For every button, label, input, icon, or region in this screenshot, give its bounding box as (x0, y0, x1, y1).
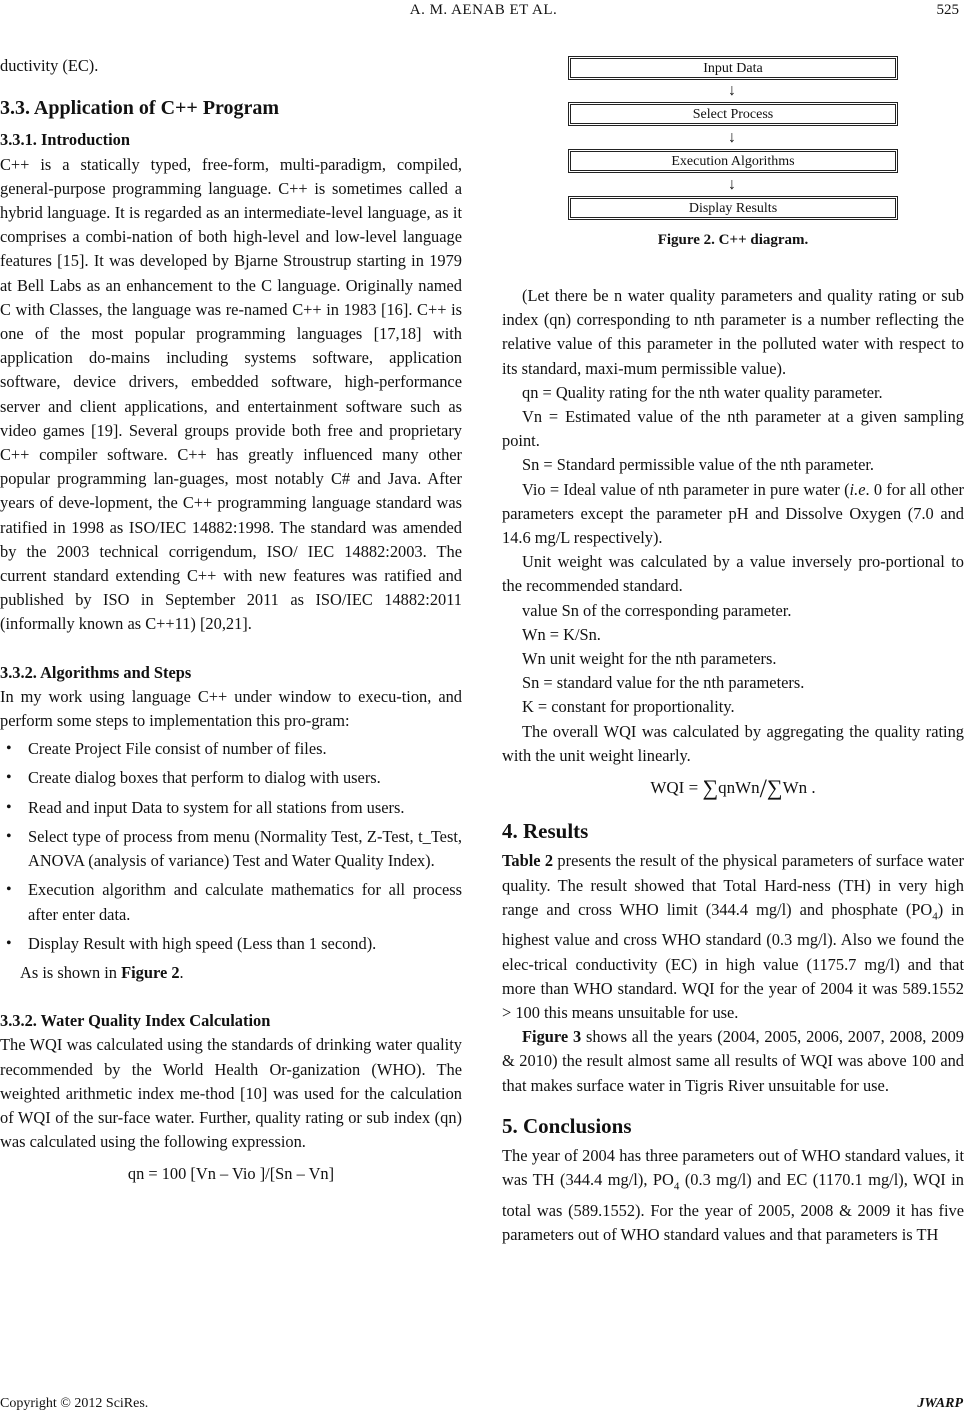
flow-box-select-process: Select Process (568, 102, 898, 126)
journal-footer: JWARP (917, 1396, 963, 1411)
paragraph: value Sn of the corresponding parameter. (522, 600, 792, 620)
section-heading-conclusions: 5. Conclusions (502, 1113, 632, 1138)
results-paragraph: Figure 3 shows all the years (2004, 2005, 2006, 2007, 2008, 2009 & 2010) the result almost same all results of WQI was above 100 and that makes surface water in Tigris River unsuitable for use. (502, 1027, 964, 1095)
subsection-heading-algorithms: 3.3.2. Algorithms and Steps (0, 662, 192, 682)
paragraph: (Let there be n water quality parameters and quality rating or sub index (qn) corresponding to nth parameter is a number reflecting the relative value of this parameter in the polluted water with respect to its standard, maxi-mum permissible value). (502, 286, 964, 378)
paragraph: Sn = Standard permissible value of the nth parameter. (522, 455, 874, 475)
results-paragraph: Table 2 presents the result of the physical parameters of surface water quality. The result showed that Total Hard-ness (TH) in very high range and cross WHO limit (344.4 mg/l) and phosphate $(PO_4)$ in highest value and cross WHO standard (0.3 mg/l). Also we found the elec-trical conductivity (EC) in high value (1175.7 mg/l) and that more than WHO standard. WQI for the year of 2004 it was 589.1552 > 100 this means unsuitable for use. (502, 851, 964, 1022)
qn-equation: qn = 100 [Vn – Vio ]/[Sn – Vn] (127, 1164, 335, 1184)
paragraph: Vio = Ideal value of nth parameter in pure water (i.e. 0 for all other parameters except the parameter pH and Dissolve Oxygen (7.0 and 14.6 mg/L respectively). (502, 479, 964, 548)
flow-box-display-results: Display Results (568, 196, 898, 220)
paragraph: Unit weight was calculated by a value inversely pro-portional to the recommended standard. (502, 552, 964, 596)
paragraph: K = constant for proportionality. (522, 697, 735, 717)
list-item: • Select type of process from menu (Normality Test, Z-Test, t_Test, ANOVA (analysis of variance) Test and Water Quality Index). (28, 825, 462, 873)
summation-symbol: ∑ (702, 775, 719, 801)
flow-arrow-down-icon: ↓ (728, 129, 736, 146)
paragraph: Wn = K/Sn. (522, 624, 601, 644)
flow-box-execution: Execution Algorithms (568, 149, 898, 173)
section-heading-3-3: 3.3. Application of C++ Program (0, 97, 280, 120)
copyright-footer: Copyright © 2012 SciRes. (0, 1396, 149, 1411)
algorithms-paragraph: In my work using language C++ under window to execu-tion, and perform some steps to implementation this pro-gram: (0, 686, 462, 731)
page-number: 525 (936, 2, 959, 18)
paragraph: Vn = Estimated value of the nth parameter at a given sampling point. (502, 407, 964, 451)
paragraph: qn = Quality rating for the nth water quality parameter. (522, 382, 883, 402)
figure-3-link[interactable]: Figure 3 (522, 1027, 582, 1047)
flow-arrow-down-icon: ↓ (728, 176, 736, 193)
figure-caption: Figure 2. C++ diagram. (657, 232, 809, 248)
paragraph: Wn unit weight for the nth parameters. (522, 649, 777, 669)
section-heading-results: 4. Results (502, 819, 589, 844)
running-header: A. M. AENAB ET AL. (409, 2, 558, 18)
subsection-heading-intro: 3.3.1. Introduction (0, 130, 130, 150)
flow-arrow-down-icon: ↓ (728, 82, 736, 99)
list-item: • Read and input Data to system for all stations from users. (28, 796, 462, 820)
paragraph: Sn = standard value for the nth parameters. (522, 673, 805, 693)
list-item: • Execution algorithm and calculate mathematics for all process after enter data. (28, 878, 462, 926)
figure-2-link[interactable]: Figure 2 (121, 962, 180, 982)
wqi-paragraph: The WQI was calculated using the standards of drinking water quality recommended by the World Health Or-ganization (WHO). The weighted arithmetic index me-thod [10] was used for the calculation of WQI of the sur-face water. Further, quality rating or sub index (qn) was calculated using the following expression. (0, 1035, 462, 1152)
figure-reference-sentence: As is shown in Figure 2. (20, 962, 184, 982)
wqi-equation: WQI = ∑qnWn/∑Wn . (650, 774, 816, 804)
left-column (0, 54, 462, 1187)
paragraph: The overall WQI was calculated by aggregating the quality rating with the unit weight linearly. (502, 721, 964, 765)
summation-symbol: ∑ (766, 775, 783, 801)
table-2-link[interactable]: Table 2 (502, 851, 554, 871)
list-item: • Create dialog boxes that perform to dialog with users. (28, 766, 462, 790)
intro-paragraph: C++ is a statically typed, free-form, multi-paradigm, compiled, general-purpose programming language. C++ is sometimes called a hybrid language. It is regarded as an intermediate-level language, as it comprises a combi-nation of both high-level and low-level language features [15]. It was developed by Bjarne Stroustrup starting in 1979 at Bell Labs as an enhancement to the C language. Originally named C with Classes, the language was re-named C++ in 1983 [16]. C++ is one of the most popular programming languages [17,18] with application do-mains including systems software, application software, device drivers, embedded software, high-performance server and client applications, and entertainment software such as video games [19]. Several groups provide both free and proprietary C++ compiler software. C++ has greatly influenced many other popular programming lan-guages, most notably C# and Java. After years of deve-lopment, the C++ programming language standard was ratified in 1998 as ISO/IEC 14882:1998. The standard was amended by the 2003 technical corrigendum, ISO/ IEC 14882:2003. The current standard extending C++ with new features was ratified and published by ISO in September 2011 as ISO/IEC 14882:2011 (informally known as C++11) [20,21]. (0, 154, 462, 634)
right-column (502, 284, 964, 1247)
list-item: • Display Result with high speed (Less than 1 second). (28, 932, 462, 956)
flow-box-input-data: Input Data (568, 56, 898, 80)
list-item: • Create Project File consist of number of files. (28, 737, 462, 761)
subsection-heading-wqi: 3.3.2. Water Quality Index Calculation (0, 1011, 271, 1031)
conclusions-paragraph: The year of 2004 has three parameters out of WHO standard values, it was TH (344.4 mg/l), $PO_4$ (0.3 mg/l) and EC (1170.1 mg/l), WQI in total was (589.1552). For the year of 2005, 2008 & 2009 it has five parameters out of WHO standard values and that parameters is TH (502, 1145, 964, 1244)
steps-list (0, 737, 462, 956)
continued-text: ductivity (EC). (0, 56, 99, 75)
